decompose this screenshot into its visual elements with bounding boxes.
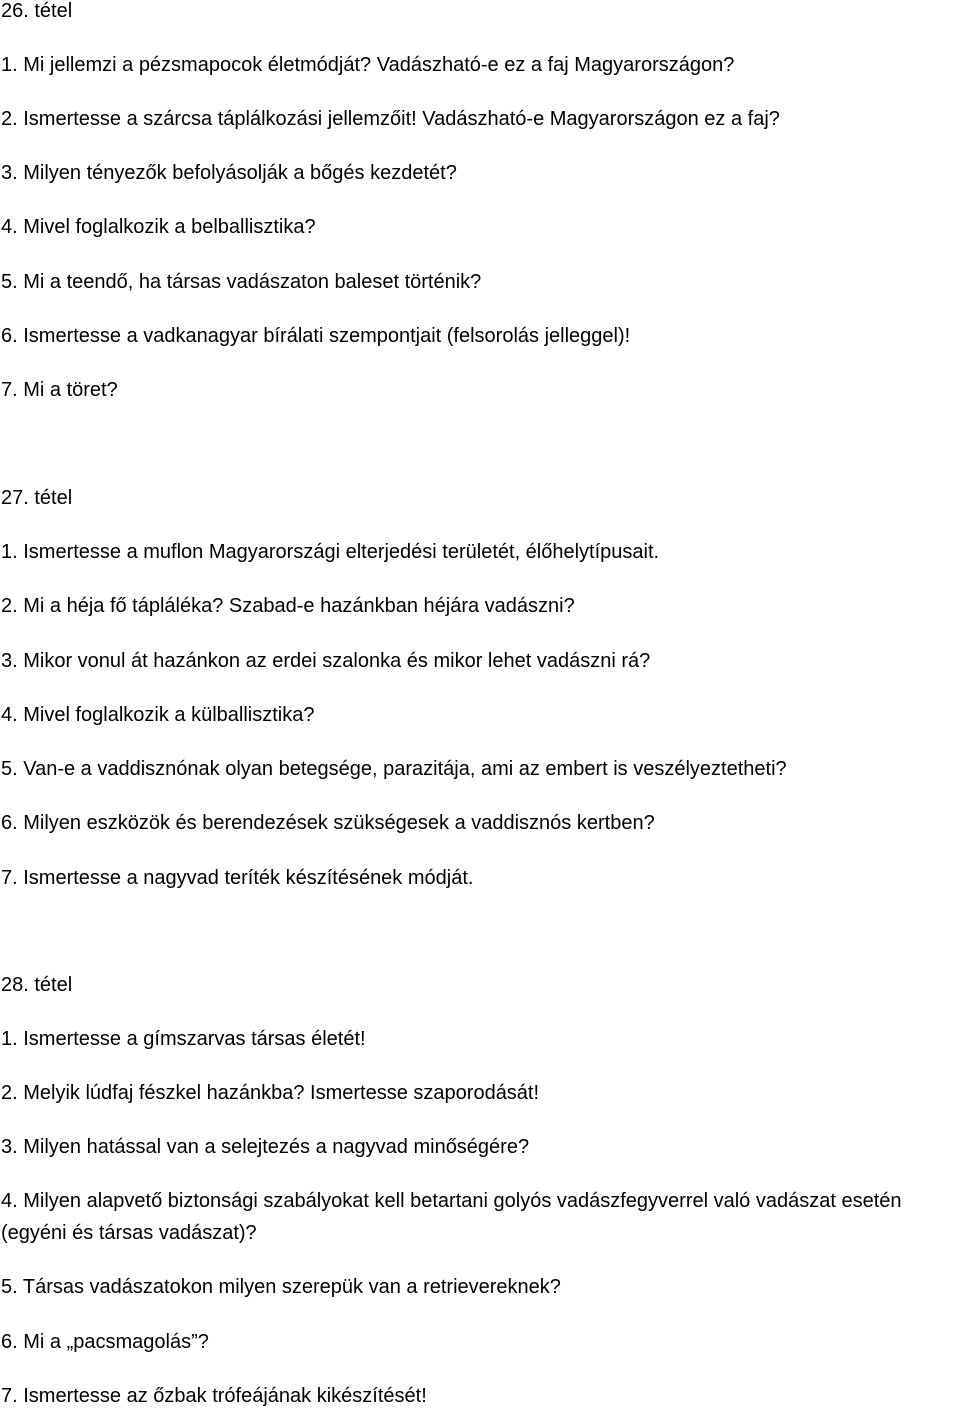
section-heading: 28. tétel	[1, 974, 73, 996]
question-item: 3. Mikor vonul át hazánkon az erdei szalonka és mikor lehet vadászni rá?	[1, 650, 651, 672]
question-item: 6. Ismertesse a vadkanagyar bírálati szempontjait (felsorolás jelleggel)!	[1, 325, 631, 347]
question-item: 5. Van-e a vaddisznónak olyan betegsége, parazitája, ami az embert is veszélyeztetheti?	[1, 758, 787, 780]
question-item: 1. Ismertesse a gímszarvas társas életét!	[1, 1028, 366, 1050]
section-heading: 27. tétel	[1, 487, 73, 509]
question-item: 6. Mi a „pacsmagolás”?	[1, 1331, 209, 1353]
question-item: 7. Mi a töret?	[1, 379, 118, 401]
question-item: 4. Mivel foglalkozik a külballisztika?	[1, 704, 315, 726]
question-item: 1. Ismertesse a muflon Magyarországi elterjedési területét, élőhelytípusait.	[1, 541, 660, 563]
question-item: 2. Mi a héja fő tápláléka? Szabad-e hazánkban héjára vadászni?	[1, 595, 575, 617]
question-item: 2. Melyik lúdfaj fészkel hazánkba? Ismertesse szaporodását!	[1, 1082, 540, 1104]
section-heading: 26. tétel	[1, 0, 73, 22]
question-item: 4. Mivel foglalkozik a belballisztika?	[1, 216, 316, 238]
question-item: 7. Ismertesse a nagyvad teríték készítésének módját.	[1, 867, 474, 889]
question-item: 1. Mi jellemzi a pézsmapocok életmódját? Vadászható-e ez a faj Magyarországon?	[1, 54, 735, 76]
question-item: 2. Ismertesse a szárcsa táplálkozási jellemzőit! Vadászható-e Magyarországon ez a faj?	[1, 108, 780, 130]
question-item: 7. Ismertesse az őzbak trófeájának kikészítését!	[1, 1385, 427, 1407]
question-item: 5. Mi a teendő, ha társas vadászaton baleset történik?	[1, 271, 482, 293]
question-item: 5. Társas vadászatokon milyen szerepük van a retrievereknek?	[1, 1276, 561, 1298]
question-item: 3. Milyen tényezők befolyásolják a bőgés kezdetét?	[1, 162, 457, 184]
question-item: 4. Milyen alapvető biztonsági szabályokat kell betartani golyós vadászfegyverrel való vadászat esetén (egyéni és társas vadászat)?	[1, 1190, 902, 1244]
question-item: 3. Milyen hatással van a selejtezés a nagyvad minőségére?	[1, 1136, 530, 1158]
question-item: 6. Milyen eszközök és berendezések szükségesek a vaddisznós kertben?	[1, 812, 655, 834]
